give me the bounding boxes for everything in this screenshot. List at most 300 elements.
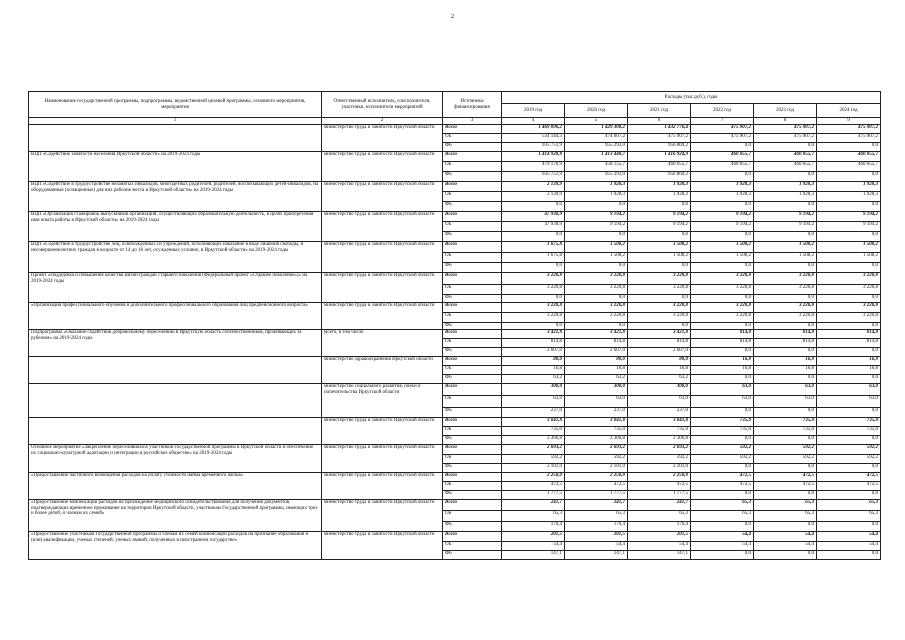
expense-value-cell: 472,5	[817, 482, 881, 491]
expense-value-cell: 0,0	[691, 295, 754, 303]
expense-value-cell: 54,4	[691, 532, 754, 542]
expense-value-cell: 2 101,0	[628, 464, 691, 473]
expense-value-cell: 0,0	[754, 263, 817, 273]
expense-value-cell: 458 155,7	[565, 162, 628, 172]
expense-value-cell: 955 293,0	[565, 172, 628, 182]
table-row	[29, 273, 881, 285]
column-number: 6	[628, 118, 691, 125]
expense-value-cell: 47 930,9	[502, 222, 565, 232]
expense-value-cell: 592,2	[817, 445, 881, 455]
expense-value-cell: 0,0	[817, 202, 881, 212]
expense-value-cell: 2 306,8	[565, 436, 628, 445]
expense-value-cell: 592,2	[628, 455, 691, 464]
expense-value-cell: 176,4	[502, 522, 565, 532]
expense-value-cell: 176,4	[565, 522, 628, 532]
expense-value-cell: 0,0	[502, 263, 565, 273]
expense-value-cell: 3 421,8	[502, 330, 565, 339]
header-expenses: Расходы (тыс.руб.), годы	[502, 92, 881, 104]
expense-value-cell: 0,0	[754, 408, 817, 418]
program-name-cell	[29, 125, 322, 152]
funding-source-cell: Всего	[443, 303, 502, 313]
executor-cell: министерство социального развития, опеки и попечительства Иркутской области	[322, 384, 443, 418]
header-year: 2023 год	[754, 104, 817, 118]
expense-value-cell: 3 220,8	[565, 303, 628, 313]
expense-value-cell: 1 508,2	[565, 242, 628, 253]
expense-value-cell: 3 220,8	[754, 285, 817, 295]
expense-value-cell: 1 928,3	[628, 182, 691, 192]
column-number: 2	[322, 118, 443, 125]
funding-source-cell: ОБ	[443, 511, 502, 522]
expense-value-cell: 9 194,2	[565, 212, 628, 222]
expense-value-cell: 0,0	[754, 202, 817, 212]
expense-value-cell: 0,0	[691, 464, 754, 473]
expense-value-cell: 2 139,9	[502, 182, 565, 192]
expense-value-cell: 0,0	[691, 143, 754, 152]
expense-value-cell: 0,0	[817, 491, 881, 500]
funding-source-cell: ФБ	[443, 491, 502, 500]
expense-value-cell: 2 607,0	[502, 348, 565, 357]
expense-value-cell: 9 194,2	[817, 222, 881, 232]
expense-value-cell: 1 416 924,9	[628, 152, 691, 162]
expense-value-cell: 3 041,8	[628, 418, 691, 427]
expense-value-cell: 592,2	[754, 445, 817, 455]
expense-value-cell: 935 751,9	[502, 172, 565, 182]
funding-source-cell: ОБ	[443, 455, 502, 464]
expense-value-cell: 592,2	[691, 455, 754, 464]
funding-source-cell: Всего	[443, 500, 502, 511]
table-row	[29, 384, 881, 396]
expense-value-cell: 1 508,2	[754, 253, 817, 263]
expense-value-cell: 237,0	[565, 408, 628, 418]
column-number: 9	[817, 118, 881, 125]
funding-source-cell: ОБ	[443, 285, 502, 295]
expense-value-cell: 0,0	[691, 263, 754, 273]
expense-value-cell: 80,0	[628, 357, 691, 366]
column-number: 8	[754, 118, 817, 125]
expense-value-cell: 9 194,2	[754, 212, 817, 222]
funding-source-cell: ФБ	[443, 295, 502, 303]
program-name-cell: Основное мероприятие «Закрепление переселившихся участников Государственной программы в Иркутской области и обеспечение их социально-культурной адаптации и интеграции в российское общество» на 2019-2024 годы	[29, 445, 322, 473]
funding-source-cell: Всего	[443, 152, 502, 162]
expense-value-cell: 201,5	[502, 532, 565, 542]
expense-value-cell: 65,3	[502, 511, 565, 522]
table-row	[29, 330, 881, 339]
column-number: 7	[691, 118, 754, 125]
expense-value-cell: 0,0	[817, 522, 881, 532]
expense-value-cell: 592,2	[691, 445, 754, 455]
expense-value-cell: 935 751,9	[502, 143, 565, 152]
funding-source-cell: ОБ	[443, 162, 502, 172]
executor-cell: министерство труда и занятости Иркутской области	[322, 532, 443, 560]
funding-source-cell: Всего	[443, 182, 502, 192]
header-year: 2019 год	[502, 104, 565, 118]
expense-value-cell: 3 220,8	[628, 285, 691, 295]
expense-value-cell: 1 414 928,8	[502, 152, 565, 162]
expense-value-cell: 1 928,3	[691, 182, 754, 192]
expense-value-cell: 54,4	[565, 542, 628, 551]
expense-value-cell: 735,0	[754, 418, 817, 427]
expense-value-cell: 300,0	[565, 384, 628, 396]
expense-value-cell: 0,0	[691, 522, 754, 532]
expense-value-cell: 300,0	[502, 384, 565, 396]
funding-source-cell: Всего	[443, 473, 502, 482]
table-row	[29, 152, 881, 162]
expense-value-cell: 241,7	[502, 500, 565, 511]
expense-value-cell: 0,0	[628, 232, 691, 242]
expense-value-cell: 0,0	[817, 551, 881, 560]
expense-value-cell: 65,3	[691, 500, 754, 511]
expense-value-cell: 534 144,3	[502, 134, 565, 143]
expense-value-cell: 814,8	[754, 330, 817, 339]
expense-value-cell: 0,0	[565, 323, 628, 330]
program-name-cell: «Предоставление участникам Государственной программы и членам их семей компенсации расходов на признание образования и (или) квалификации, ученых степеней, ученых званий, полученных в иностранном государстве»	[29, 532, 322, 560]
program-name-cell: «Предоставление компенсации расходов на прохождение медицинского освидетельствования для получения документов, подтверждающих временное проживание на территории Иркутской области, участникам Государственной программы, имеющих трех и более детей, и членам их семей»	[29, 500, 322, 532]
expense-value-cell: 2 693,2	[628, 445, 691, 455]
expense-value-cell: 3 421,8	[565, 330, 628, 339]
expense-value-cell: 1 777,5	[565, 491, 628, 500]
expense-value-cell: 147,1	[502, 551, 565, 560]
funding-source-cell: ФБ	[443, 348, 502, 357]
header-year: 2020 год	[565, 104, 628, 118]
funding-source-cell: ФБ	[443, 464, 502, 473]
column-number: 3	[443, 118, 502, 125]
table-row	[29, 500, 881, 511]
expense-value-cell: 3 220,8	[754, 303, 817, 313]
funding-source-cell: ОБ	[443, 313, 502, 323]
expense-value-cell: 2 306,8	[628, 436, 691, 445]
expense-value-cell: 3 220,8	[565, 273, 628, 285]
column-number: 5	[565, 118, 628, 125]
funding-source-cell: Всего	[443, 384, 502, 396]
expense-value-cell: 472,5	[754, 482, 817, 491]
expense-value-cell: 735,0	[691, 418, 754, 427]
executor-cell: министерство труда и занятости Иркутской области	[322, 500, 443, 532]
expense-value-cell: 0,0	[691, 202, 754, 212]
expense-value-cell: 814,8	[817, 339, 881, 348]
funding-source-cell: ФБ	[443, 375, 502, 384]
expense-value-cell: 0,0	[565, 295, 628, 303]
funding-source-cell: ОБ	[443, 339, 502, 348]
program-name-cell: Подпрограмма «Оказание содействия добровольному переселению в Иркутскую область соотечественников, проживающих за рубежом» на 2019-2024 годы	[29, 330, 322, 357]
expense-value-cell: 63,0	[817, 384, 881, 396]
expense-value-cell: 479 176,9	[502, 162, 565, 172]
expense-value-cell: 3 220,8	[754, 313, 817, 323]
funding-source-cell: Всего	[443, 273, 502, 285]
expense-value-cell: 3 421,8	[628, 330, 691, 339]
expense-value-cell: 0,0	[754, 143, 817, 152]
table-row	[29, 212, 881, 222]
table-row	[29, 418, 881, 427]
expense-value-cell: 0,0	[565, 202, 628, 212]
expense-value-cell: 0,0	[691, 172, 754, 182]
expense-value-cell: 9 194,2	[691, 222, 754, 232]
expense-value-cell: 460 055,7	[691, 152, 754, 162]
funding-source-cell: ОБ	[443, 222, 502, 232]
expense-value-cell: 0,0	[817, 232, 881, 242]
expense-value-cell: 3 220,8	[628, 303, 691, 313]
table-row	[29, 445, 881, 455]
expense-value-cell: 237,0	[502, 408, 565, 418]
expense-value-cell: 0,0	[754, 295, 817, 303]
expense-value-cell: 2 607,0	[565, 348, 628, 357]
expense-value-cell: 9 194,2	[817, 212, 881, 222]
expense-value-cell: 3 220,8	[691, 285, 754, 295]
funding-source-cell: Всего	[443, 212, 502, 222]
expense-value-cell: 2 250,0	[628, 473, 691, 482]
column-number: 4	[502, 118, 565, 125]
expense-value-cell: 735,0	[754, 427, 817, 436]
expense-value-cell: 1 777,5	[502, 491, 565, 500]
expense-value-cell: 0,0	[754, 551, 817, 560]
budget-body	[29, 125, 881, 560]
expense-value-cell: 1 928,3	[565, 192, 628, 202]
expense-value-cell: 592,2	[754, 455, 817, 464]
expense-value-cell: 592,2	[565, 455, 628, 464]
expense-value-cell: 814,8	[817, 330, 881, 339]
executor-cell: министерство труда и занятости Иркутской области	[322, 445, 443, 473]
program-name-cell: ВЦП «Организация стажировок выпускников организаций, осуществляющих образовательную деятельность, в целях приобретения ими опыта работы в Иркутской области» на 2019-2024 годы	[29, 212, 322, 242]
expense-value-cell: 1 508,2	[628, 242, 691, 253]
expense-value-cell: 1 928,3	[754, 182, 817, 192]
expense-value-cell: 63,0	[502, 396, 565, 408]
expense-value-cell: 1 432 776,4	[628, 125, 691, 134]
expense-value-cell: 472,5	[754, 473, 817, 482]
expense-value-cell: 475 907,2	[754, 134, 817, 143]
expense-value-cell: 65,3	[754, 511, 817, 522]
expense-value-cell: 16,8	[754, 357, 817, 366]
expense-value-cell: 0,0	[817, 295, 881, 303]
expense-value-cell: 0,0	[817, 323, 881, 330]
executor-cell: министерство труда и занятости Иркутской области	[322, 212, 443, 242]
expense-value-cell: 0,0	[754, 375, 817, 384]
funding-source-cell: ФБ	[443, 436, 502, 445]
page-number: 2	[451, 14, 454, 20]
header-name: Наименование государственной программы, подпрограммы, ведомственной целевой программы, основного мероприятия, мероприятия	[29, 92, 322, 118]
expense-value-cell: 814,8	[502, 339, 565, 348]
expense-value-cell: 9 194,2	[691, 212, 754, 222]
expense-value-cell: 237,0	[628, 408, 691, 418]
expense-value-cell: 3 220,8	[628, 273, 691, 285]
funding-source-cell: ФБ	[443, 143, 502, 152]
expense-value-cell: 1 928,3	[754, 192, 817, 202]
executor-cell: министерство труда и занятости Иркутской области	[322, 303, 443, 330]
expense-value-cell: 201,5	[628, 532, 691, 542]
expense-value-cell: 475 907,2	[691, 125, 754, 134]
expense-value-cell: 0,0	[628, 202, 691, 212]
header-executor: Ответственный исполнитель, соисполнители, участники, исполнители мероприятий	[322, 92, 443, 118]
expense-value-cell: 0,0	[691, 436, 754, 445]
expense-value-cell: 3 220,8	[691, 313, 754, 323]
expense-value-cell: 16,8	[691, 357, 754, 366]
expense-value-cell: 47 930,9	[502, 212, 565, 222]
funding-source-cell: Всего	[443, 357, 502, 366]
program-name-cell: ВЦП «Содействие занятости населения Иркутской области» на 2019-2024 годы	[29, 152, 322, 182]
expense-value-cell: 3 220,8	[502, 303, 565, 313]
expense-value-cell: 9 194,2	[565, 222, 628, 232]
expense-value-cell: 460 055,7	[691, 162, 754, 172]
table-row	[29, 303, 881, 313]
expense-value-cell: 2 101,0	[565, 464, 628, 473]
expense-value-cell: 2 139,9	[502, 192, 565, 202]
funding-source-cell: ОБ	[443, 482, 502, 491]
expense-value-cell: 63,0	[565, 396, 628, 408]
expense-value-cell: 0,0	[628, 323, 691, 330]
expense-value-cell: 1 508,2	[691, 242, 754, 253]
expense-value-cell: 9 194,2	[754, 222, 817, 232]
funding-source-cell: Всего	[443, 532, 502, 542]
expense-value-cell: 2 693,2	[502, 445, 565, 455]
expense-value-cell: 0,0	[502, 323, 565, 330]
expense-value-cell: 63,2	[628, 375, 691, 384]
expense-value-cell: 54,4	[754, 532, 817, 542]
funding-source-cell: ОБ	[443, 253, 502, 263]
executor-cell: Всего, в том числе	[322, 330, 443, 357]
funding-source-cell: Всего	[443, 418, 502, 427]
expense-value-cell: 1 508,2	[628, 253, 691, 263]
table-row	[29, 357, 881, 366]
expense-value-cell: 1 508,2	[565, 253, 628, 263]
funding-source-cell: ОБ	[443, 134, 502, 143]
expense-value-cell: 63,0	[691, 396, 754, 408]
expense-value-cell: 65,3	[817, 511, 881, 522]
expense-value-cell: 1 777,5	[628, 491, 691, 500]
expense-value-cell: 1 675,8	[502, 253, 565, 263]
funding-source-cell: ФБ	[443, 232, 502, 242]
expense-value-cell: 0,0	[754, 232, 817, 242]
expense-value-cell: 3 041,8	[565, 418, 628, 427]
expense-value-cell: 460 055,7	[754, 152, 817, 162]
executor-cell: министерство труда и занятости Иркутской области	[322, 273, 443, 303]
expense-value-cell: 16,8	[502, 366, 565, 375]
expense-value-cell: 2 607,0	[628, 348, 691, 357]
expense-value-cell: 16,8	[817, 366, 881, 375]
expense-value-cell: 0,0	[502, 202, 565, 212]
expense-value-cell: 735,0	[502, 427, 565, 436]
expense-value-cell: 0,0	[691, 491, 754, 500]
expense-value-cell: 592,2	[817, 455, 881, 464]
expense-value-cell: 735,0	[817, 418, 881, 427]
expense-value-cell: 0,0	[817, 348, 881, 357]
expense-value-cell: 0,0	[754, 522, 817, 532]
expense-value-cell: 16,8	[754, 366, 817, 375]
expense-value-cell: 956 869,2	[628, 172, 691, 182]
expense-value-cell: 0,0	[691, 348, 754, 357]
program-name-cell: ВЦП «Содействие в трудоустройстве незанятых инвалидов, многодетных родителей, родителей, воспитывающих детей-инвалидов, на оборудованные (оснащенные) для них рабочие места в Иркутской области» на 2019-2024 годы	[29, 182, 322, 212]
expense-value-cell: 0,0	[817, 375, 881, 384]
expense-value-cell: 1 508,2	[754, 242, 817, 253]
expense-value-cell: 63,2	[502, 375, 565, 384]
funding-source-cell: Всего	[443, 330, 502, 339]
expense-value-cell: 1 928,3	[628, 192, 691, 202]
expense-value-cell: 63,0	[691, 384, 754, 396]
expense-value-cell: 472,5	[502, 482, 565, 491]
expense-value-cell: 65,3	[817, 500, 881, 511]
expense-value-cell: 814,8	[628, 339, 691, 348]
expense-value-cell: 3 220,8	[691, 273, 754, 285]
expense-value-cell: 63,0	[754, 384, 817, 396]
funding-source-cell: ФБ	[443, 408, 502, 418]
funding-source-cell: Всего	[443, 125, 502, 134]
expense-value-cell: 475 907,2	[754, 125, 817, 134]
executor-cell: министерство труда и занятости Иркутской области	[322, 152, 443, 182]
expense-value-cell: 1 675,8	[502, 242, 565, 253]
funding-source-cell: ФБ	[443, 202, 502, 212]
expense-value-cell: 54,4	[691, 542, 754, 551]
program-name-cell: «Организация профессионального обучения и дополнительного профессионального образования лиц предпенсионного возраста»	[29, 303, 322, 330]
executor-cell: министерство здравоохранения Иркутской области	[322, 357, 443, 384]
expense-value-cell: 474 007,2	[565, 134, 628, 143]
expense-value-cell: 147,1	[565, 551, 628, 560]
table-row	[29, 242, 881, 253]
expense-value-cell: 0,0	[691, 323, 754, 330]
expense-value-cell: 475 907,2	[628, 134, 691, 143]
expense-value-cell: 735,0	[691, 427, 754, 436]
expense-value-cell: 0,0	[628, 295, 691, 303]
expense-value-cell: 592,2	[502, 455, 565, 464]
header-year: 2024 год	[817, 104, 881, 118]
expense-value-cell: 54,4	[817, 532, 881, 542]
expense-value-cell: 176,4	[628, 522, 691, 532]
expense-value-cell: 735,0	[565, 427, 628, 436]
expense-value-cell: 0,0	[628, 263, 691, 273]
expense-value-cell: 460 055,7	[754, 162, 817, 172]
expense-value-cell: 2 250,0	[502, 473, 565, 482]
expense-value-cell: 16,8	[817, 357, 881, 366]
expense-value-cell: 3 220,8	[565, 313, 628, 323]
expense-value-cell: 54,4	[628, 542, 691, 551]
expense-value-cell: 472,5	[628, 482, 691, 491]
header-source: Источники финансирования	[443, 92, 502, 118]
funding-source-cell: ФБ	[443, 323, 502, 330]
expense-value-cell: 241,7	[565, 500, 628, 511]
expense-value-cell: 472,5	[565, 482, 628, 491]
expense-value-cell: 0,0	[817, 172, 881, 182]
expense-value-cell: 0,0	[754, 464, 817, 473]
expense-value-cell: 956 869,2	[628, 143, 691, 152]
expense-value-cell: 65,3	[754, 500, 817, 511]
expense-value-cell: 63,0	[754, 396, 817, 408]
funding-source-cell: ОБ	[443, 366, 502, 375]
expense-value-cell: 0,0	[754, 172, 817, 182]
column-number: 1	[29, 118, 322, 125]
program-name-cell: ВЦП «Содействие в трудоустройстве лиц, освобожденных из учреждений, исполняющих наказание в виде лишения свободы, и несовершеннолетних граждан в возрасте от 14 до 18 лет, осужденных условно, в Иркутской области» на 2019-2024 годы	[29, 242, 322, 273]
expense-value-cell: 1 429 300,2	[565, 125, 628, 134]
funding-source-cell: ОБ	[443, 192, 502, 202]
funding-source-cell: ОБ	[443, 542, 502, 551]
expense-value-cell: 472,5	[691, 473, 754, 482]
executor-cell: министерство труда и занятости Иркутской области	[322, 182, 443, 212]
expense-value-cell: 0,0	[691, 232, 754, 242]
expense-value-cell: 0,0	[817, 263, 881, 273]
expense-value-cell: 460 055,7	[817, 152, 881, 162]
expense-value-cell: 300,0	[628, 384, 691, 396]
funding-source-cell: ФБ	[443, 551, 502, 560]
table-row	[29, 182, 881, 192]
expense-value-cell: 0,0	[565, 263, 628, 273]
expense-value-cell: 3 220,8	[817, 313, 881, 323]
expense-value-cell: 475 907,2	[691, 134, 754, 143]
table-row	[29, 125, 881, 134]
expense-value-cell: 2 306,8	[502, 436, 565, 445]
expense-value-cell: 16,8	[565, 366, 628, 375]
expense-value-cell: 9 194,2	[628, 212, 691, 222]
expense-value-cell: 3 220,8	[691, 303, 754, 313]
expense-value-cell: 16,8	[628, 366, 691, 375]
expense-value-cell: 472,5	[817, 473, 881, 482]
executor-cell: министерство труда и занятости Иркутской области	[322, 242, 443, 273]
expense-value-cell: 0,0	[817, 408, 881, 418]
expense-value-cell: 0,0	[691, 408, 754, 418]
